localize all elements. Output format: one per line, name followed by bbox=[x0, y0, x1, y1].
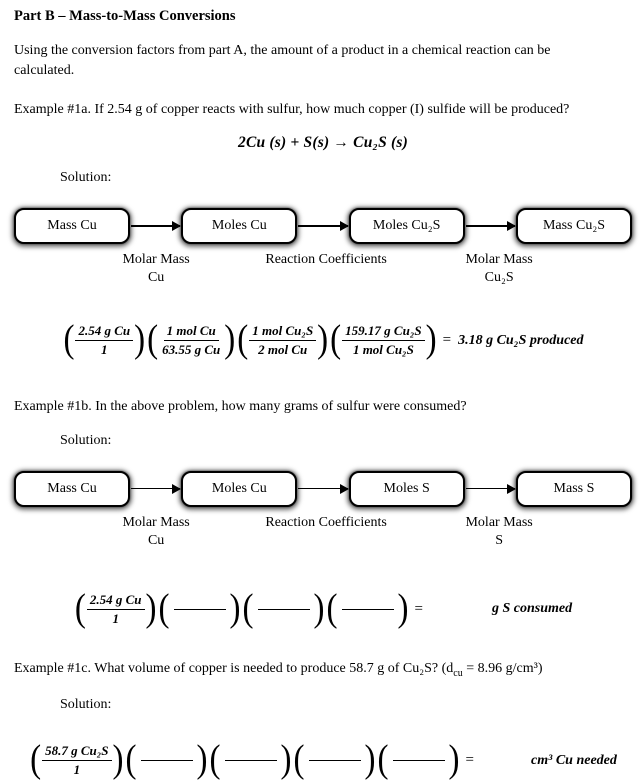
arrow-right-icon bbox=[298, 488, 347, 490]
blank-factor-term bbox=[293, 738, 377, 781]
blank-factor-term bbox=[377, 738, 461, 781]
conversion-label-line2: Cu₂S bbox=[484, 270, 514, 286]
blank-line bbox=[141, 760, 193, 762]
solution-label-1b: Solution: bbox=[60, 432, 112, 448]
conversion-label-line2: S bbox=[495, 532, 504, 548]
conversion-label-line1: Reaction Coefficients bbox=[265, 514, 387, 530]
prompt-text: = 8.96 g/cm³) bbox=[462, 661, 543, 677]
equals-sign: = bbox=[465, 752, 475, 769]
fraction bbox=[159, 323, 223, 359]
calculation-result: cm³ Cu needed bbox=[531, 752, 617, 768]
blank-factor-term bbox=[242, 587, 326, 631]
fraction-denominator: 1 bbox=[101, 342, 108, 358]
open-paren: ( bbox=[209, 738, 221, 781]
prompt-text: Example #1c. What volume of copper is needed to produce 58.7 g of Cu₂S? (d bbox=[14, 661, 454, 677]
close-paren: ) bbox=[364, 738, 376, 781]
fraction-numerator: 1 mol Cu₂S bbox=[249, 323, 316, 341]
conversion-label-line1: Molar Mass bbox=[465, 252, 533, 268]
close-paren: ) bbox=[196, 738, 208, 781]
calculation-result: 3.18 g Cu₂S produced bbox=[458, 332, 584, 348]
flow-box-moles-cu bbox=[181, 208, 297, 244]
blank-line bbox=[342, 609, 394, 611]
intro-text: Using the conversion factors from part A, the amount of a product in a chemical reaction can be calculated. bbox=[14, 43, 551, 78]
fraction bbox=[249, 323, 316, 359]
close-paren: ) bbox=[313, 587, 325, 631]
section-example-1a bbox=[14, 102, 632, 362]
flow-box-label: Mass Cu₂S bbox=[542, 218, 606, 234]
solution-label-1c: Solution: bbox=[60, 696, 112, 712]
close-paren: ) bbox=[317, 319, 329, 362]
arrow-right-icon bbox=[131, 225, 180, 227]
arrow-right-icon bbox=[466, 488, 515, 490]
close-paren: ) bbox=[229, 587, 241, 631]
flow-box-mass-s bbox=[516, 471, 632, 507]
close-paren: ) bbox=[134, 319, 146, 362]
calculation-1b bbox=[14, 587, 632, 631]
open-paren: ( bbox=[158, 587, 170, 631]
close-paren: ) bbox=[112, 738, 124, 781]
open-paren: ( bbox=[125, 738, 137, 781]
fraction-numerator: 2.54 g Cu bbox=[87, 592, 145, 610]
open-paren: ( bbox=[147, 319, 159, 362]
arrow-right-icon bbox=[298, 225, 347, 227]
flow-box-moles-s bbox=[349, 471, 465, 507]
flow-box-moles-cu bbox=[181, 471, 297, 507]
arrow-right-icon bbox=[131, 488, 180, 490]
blank-line bbox=[393, 760, 445, 762]
close-paren: ) bbox=[425, 319, 437, 362]
fraction-term bbox=[329, 319, 437, 362]
fraction-denominator: 63.55 g Cu bbox=[162, 342, 221, 358]
open-paren: ( bbox=[242, 587, 254, 631]
flow-box-mass-cu2s bbox=[516, 208, 632, 244]
flow-box-label: Moles Cu bbox=[211, 218, 267, 234]
conversion-label bbox=[465, 514, 532, 550]
flow-labels-1a bbox=[14, 251, 632, 293]
blank-factor-term bbox=[125, 738, 209, 781]
flow-box-label: Mass S bbox=[553, 480, 595, 496]
calculation-1c bbox=[14, 738, 632, 781]
flow-box-label: Mass Cu bbox=[47, 480, 97, 496]
flow-diagram-1a bbox=[14, 208, 632, 244]
open-paren: ( bbox=[30, 738, 42, 781]
conversion-label bbox=[465, 251, 532, 287]
flow-box-moles-cu2s bbox=[349, 208, 465, 244]
fraction bbox=[87, 592, 145, 628]
example-1b-prompt: Example #1b. In the above problem, how many grams of sulfur were consumed? bbox=[14, 398, 467, 414]
open-paren: ( bbox=[74, 587, 86, 631]
fraction-numerator: 1 mol Cu bbox=[164, 323, 219, 341]
density-subscript: cu bbox=[453, 667, 463, 679]
close-paren: ) bbox=[397, 587, 409, 631]
fraction-numerator: 159.17 g Cu₂S bbox=[342, 323, 424, 341]
conversion-label-line1: Molar Mass bbox=[465, 514, 533, 530]
conversion-label bbox=[122, 251, 189, 287]
flow-box-label: Moles Cu₂S bbox=[372, 218, 441, 234]
blank-factor-term bbox=[158, 587, 242, 631]
fraction bbox=[75, 323, 133, 359]
open-paren: ( bbox=[330, 319, 342, 362]
close-paren: ) bbox=[280, 738, 292, 781]
conversion-label-line2: Cu bbox=[147, 532, 165, 548]
fraction-term bbox=[146, 319, 236, 362]
fraction-term bbox=[236, 319, 329, 362]
fraction bbox=[342, 323, 424, 359]
example-1a-prompt: Example #1a. If 2.54 g of copper reacts with sulfur, how much copper (I) sulfide will be produced? bbox=[14, 102, 570, 118]
close-paren: ) bbox=[145, 587, 157, 631]
flow-labels-1b bbox=[14, 514, 632, 556]
conversion-label-line1: Reaction Coefficients bbox=[265, 252, 387, 268]
open-paren: ( bbox=[377, 738, 389, 781]
fraction-term bbox=[29, 738, 124, 781]
flow-box-label: Moles Cu bbox=[211, 480, 267, 496]
flow-box-label: Moles S bbox=[383, 480, 430, 496]
fraction-denominator: 1 mol Cu₂S bbox=[352, 342, 414, 358]
calculation-result: g S consumed bbox=[492, 601, 573, 617]
page-title: Part B – Mass-to-Mass Conversions bbox=[14, 8, 236, 24]
fraction-numerator: 58.7 g Cu₂S bbox=[42, 743, 111, 761]
fraction-denominator: 2 mol Cu bbox=[258, 342, 308, 358]
flow-box-mass-cu bbox=[14, 208, 130, 244]
conversion-label bbox=[265, 514, 386, 532]
conversion-label-line1: Molar Mass bbox=[122, 514, 190, 530]
blank-line bbox=[309, 760, 361, 762]
fraction-numerator: 2.54 g Cu bbox=[75, 323, 133, 341]
blank-factor-term bbox=[209, 738, 293, 781]
section-example-1c bbox=[14, 661, 632, 781]
conversion-label bbox=[265, 251, 386, 269]
equals-sign: = bbox=[442, 332, 452, 349]
blank-factor-term bbox=[326, 587, 410, 631]
flow-diagram-1b bbox=[14, 471, 632, 507]
fraction-term bbox=[74, 587, 158, 631]
open-paren: ( bbox=[326, 587, 338, 631]
fraction-denominator: 1 bbox=[112, 610, 119, 626]
equals-sign: = bbox=[414, 600, 423, 617]
arrow-right-icon bbox=[466, 225, 515, 227]
blank-line bbox=[174, 609, 226, 611]
blank-line bbox=[225, 760, 277, 762]
close-paren: ) bbox=[224, 319, 236, 362]
open-paren: ( bbox=[237, 319, 249, 362]
conversion-label-line2: Cu bbox=[147, 270, 165, 286]
conversion-label bbox=[122, 514, 189, 550]
conversion-label-line1: Molar Mass bbox=[122, 252, 190, 268]
flow-box-label: Mass Cu bbox=[47, 218, 97, 234]
open-paren: ( bbox=[63, 319, 75, 362]
section-example-1b bbox=[14, 398, 632, 631]
open-paren: ( bbox=[293, 738, 305, 781]
blank-line bbox=[258, 609, 310, 611]
flow-box-mass-cu bbox=[14, 471, 130, 507]
calculation-1a bbox=[14, 319, 632, 362]
fraction-denominator: 1 bbox=[73, 762, 81, 778]
fraction-term bbox=[62, 319, 146, 362]
example-1c-prompt bbox=[14, 661, 632, 679]
solution-label-1a: Solution: bbox=[60, 170, 112, 186]
close-paren: ) bbox=[448, 738, 460, 781]
fraction bbox=[42, 743, 111, 779]
chemical-equation: 2Cu (s) + S(s) → Cu₂S (s) bbox=[238, 134, 408, 152]
